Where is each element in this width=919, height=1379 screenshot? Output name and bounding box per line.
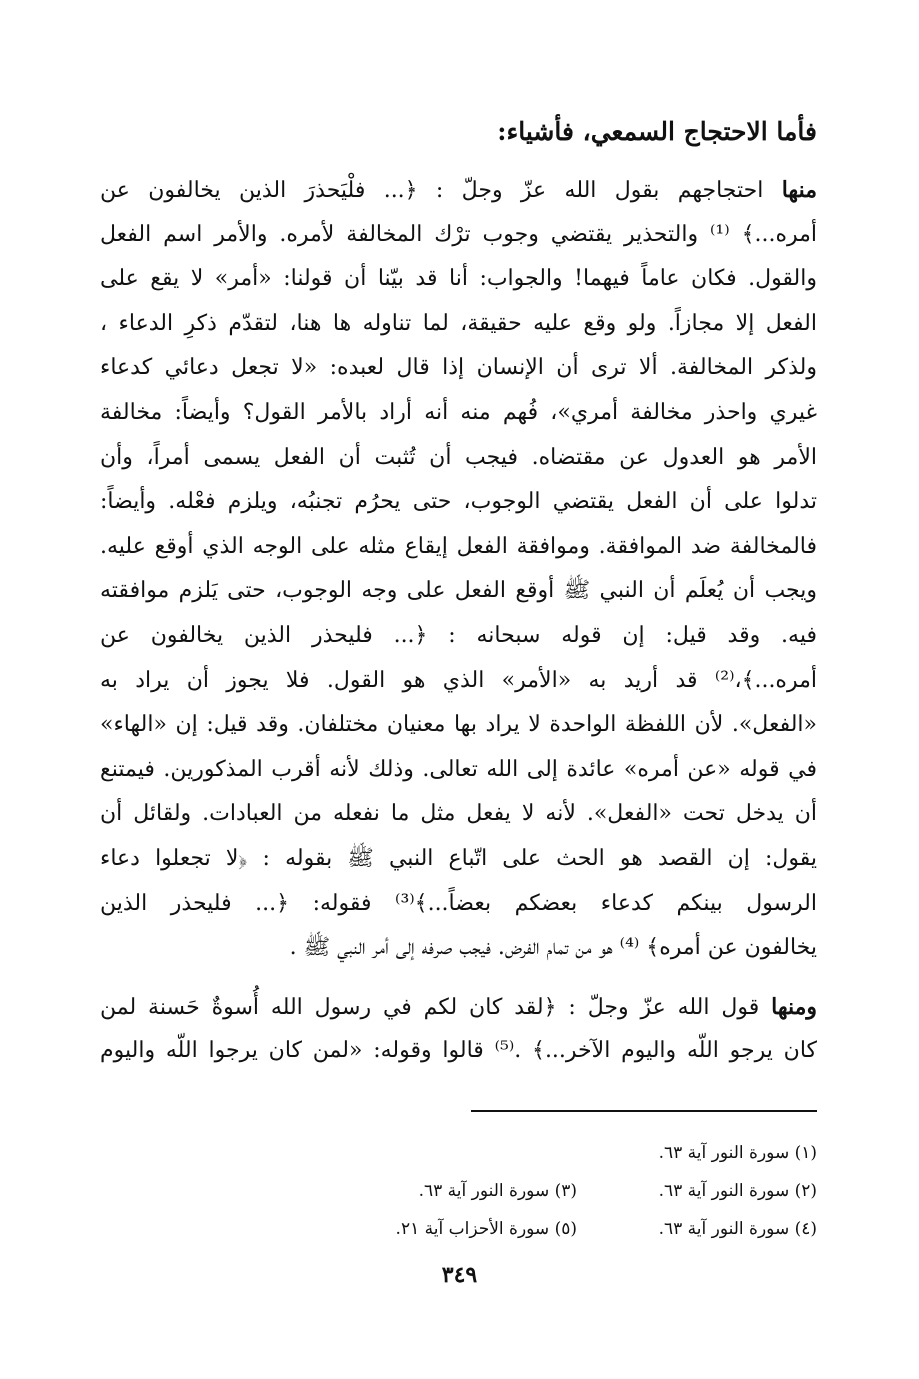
page-number: ٣٤٩ [441, 1262, 478, 1288]
footnote-2: (٢) سورة النور آية ٦٣. [658, 1181, 817, 1201]
text-line: غيري واحذر مخالفة أمري»، فُهم منه أنه أراد بالأمر القول؟ وأيضاً: مخالفة [100, 399, 817, 425]
footnote-row [100, 1172, 817, 1210]
text-line: الفعل إلا مجازاً. ولو وقع عليه حقيقة، لما تناوله ها هنا، لتقدّم ذكرِ الدعاء ، [100, 310, 817, 336]
text-line: ومنها قول الله عزّ وجلّ : ﴿لقد كان لكم في رسول الله أُسوةٌ حَسنة لمن [100, 993, 817, 1020]
lead-word: منها [781, 177, 817, 203]
text-line: أن يدخل تحت «الفعل». لأنه لا يفعل مثل ما نفعله من العبادات. ولقائل أن [100, 801, 817, 827]
text-line: منها احتجاجهم بقول الله عزّ وجلّ : ﴿... فلْيَحذرَ الذين يخالفون عن [100, 177, 817, 203]
text-line: تدلوا على أن الفعل يقتضي الوجوب، حتى يحرُم تجنبُه، ويلزم فعْله. وأيضاً: [100, 489, 817, 515]
text-line: كان يرجو اللّه واليوم الآخر...﴾ .⁽⁵⁾ قالوا وقوله: «لمن كان يرجوا اللّه واليوم [100, 1038, 817, 1064]
text-line: أمره...﴾ ⁽¹⁾ والتحذير يقتضي وجوب ترْك المخالفة لأمره. والأمر اسم الفعل [100, 221, 817, 247]
text-line: يقول: إن القصد هو الحث على اتّباع النبي ﷺ بقوله : ﴿لا تجعلوا دعاء [100, 845, 817, 871]
footnote-1: (١) سورة النور آية ٦٣. [658, 1143, 817, 1163]
text-line: أمره...﴾،⁽²⁾ قد أريد به «الأمر» الذي هو القول. فلا يجوز أن يراد به [100, 667, 817, 693]
text-line: «الفعل». لأن اللفظة الواحدة لا يراد بها معنيان مختلفان. وقد قيل: إن «الهاء» [100, 712, 817, 738]
footnote-row [100, 1210, 817, 1248]
text-line: في قوله «عن أمره» عائدة إلى الله تعالى. وذلك لأنه أقرب المذكورين. فيمتنع [100, 756, 817, 782]
text-line: الرسول بينكم كدعاء بعضكم بعضاً...﴾⁽³⁾ فقوله: ﴿... فليحذر الذين [100, 890, 817, 916]
footnote-3: (٣) سورة النور آية ٦٣. [418, 1181, 577, 1201]
text-line: ولذكر المخالفة. ألا ترى أن الإنسان إذا قال لعبده: «لا تجعل دعائي كدعاء [100, 355, 817, 381]
footnote-5: (٥) سورة الأحزاب آية ٢١. [395, 1219, 577, 1239]
lead-word: ومنها [771, 993, 817, 1020]
text-line: فالمخالفة ضد الموافقة. وموافقة الفعل إيقاع مثله على الوجه الذي أوقع عليه. [100, 533, 817, 559]
text-line: الأمر هو العدول عن مقتضاه. فيجب أن تُثبت أن الفعل يسمى أمراً، وأن [100, 444, 817, 470]
text-line: ويجب أن يُعلَم أن النبي ﷺ أوقع الفعل على وجه الوجوب، حتى يَلزم موافقته [100, 578, 817, 604]
main-text [100, 168, 817, 1074]
footnote-row [100, 1134, 817, 1172]
footnotes [100, 1134, 817, 1248]
text-line: فيه. وقد قيل: إن قوله سبحانه : ﴿... فليحذر الذين يخالفون عن [100, 622, 817, 648]
footnote-divider [471, 1110, 817, 1112]
text-line: والقول. فكان عاماً فيهما! والجواب: أنا قد بيّنا أن قولنا: «أمر» لا يقع على [100, 266, 817, 292]
section-heading: فأما الاحتجاج السمعي، فأشياء: [497, 117, 817, 146]
text-line: يخالفون عن أمره﴾ ⁽⁴⁾ هو من تمام الفرض. فيجب صرفه إلى أمر النبي ﷺ . [289, 935, 817, 961]
footnote-4: (٤) سورة النور آية ٦٣. [658, 1219, 817, 1239]
